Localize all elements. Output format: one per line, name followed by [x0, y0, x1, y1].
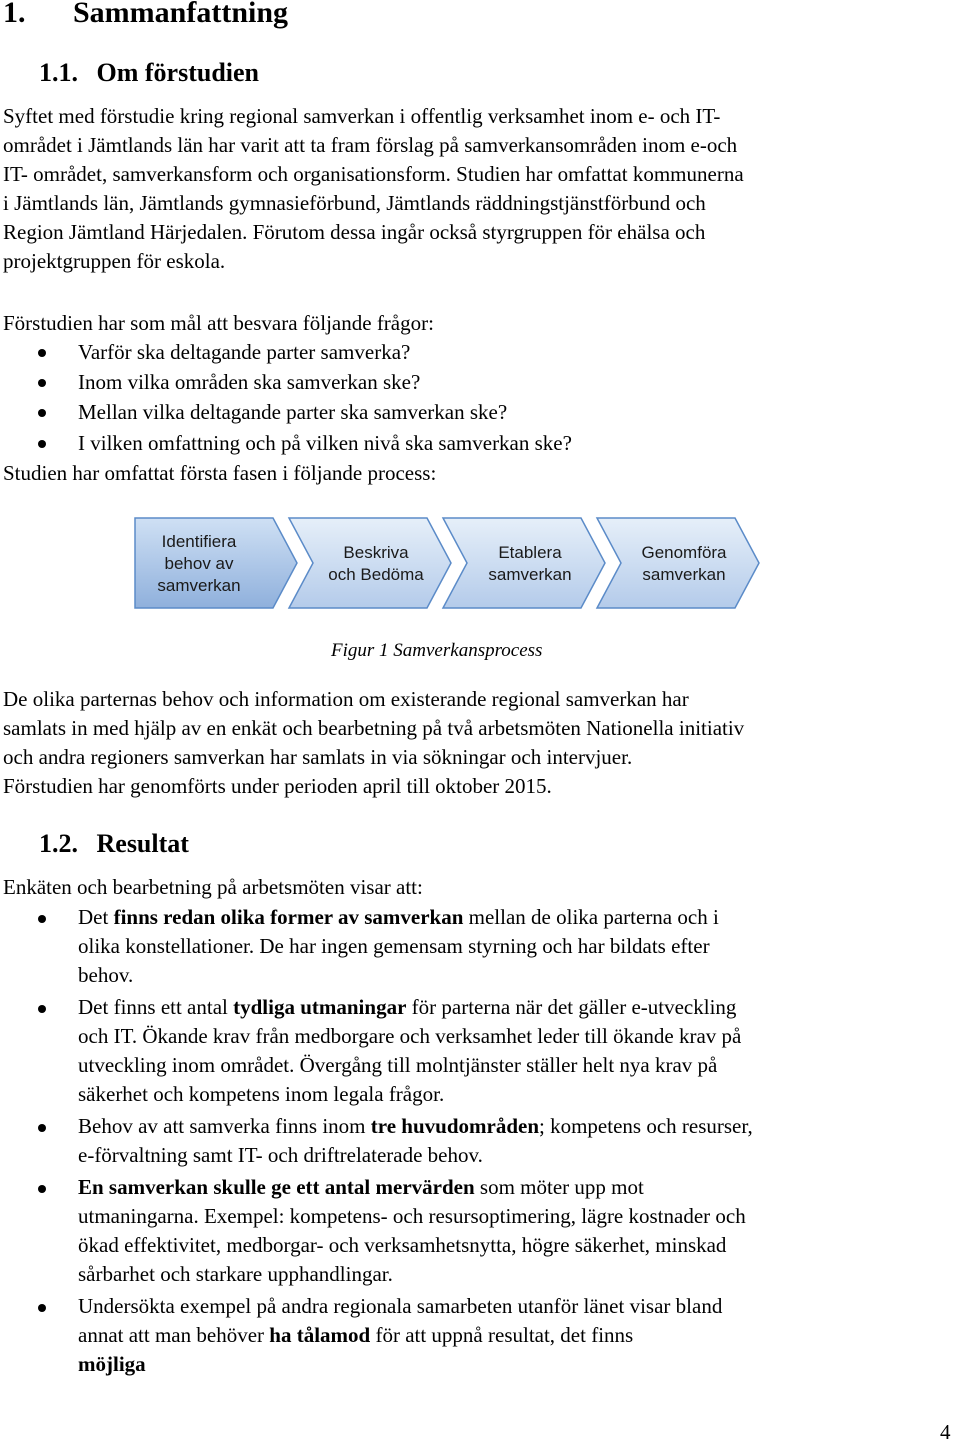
bullet-icon [38, 915, 46, 923]
intro-line: i Jämtlands län, Jämtlands gymnasieförbund, Jämtlands räddningstjänstförbund och [3, 191, 706, 215]
bullet-icon [38, 1124, 46, 1132]
intro-line: Region Jämtland Härjedalen. Förutom dessa ingår också styrgruppen för ehälsa och [3, 220, 706, 244]
question-item: Mellan vilka deltagande parter ska samverkan ske? [78, 400, 508, 424]
result-line [78, 932, 710, 961]
method-line: samlats in med hjälp av en enkät och bearbetning på två arbetsmöten Nationella initiativ [3, 716, 745, 740]
result-text: Behov av att samverka finns inom [78, 1114, 371, 1138]
result-emphasis: En samverkan skulle ge ett antal mervärden [78, 1175, 475, 1199]
result-emphasis: ha tålamod [269, 1323, 371, 1347]
result-line [78, 1231, 726, 1260]
question-item: I vilken omfattning och på vilken nivå ska samverkan ske? [78, 431, 572, 455]
heading-1 [3, 0, 288, 30]
heading-1-2 [39, 829, 189, 859]
result-text: Det finns ett antal [78, 995, 234, 1019]
result-line [78, 1141, 483, 1170]
bullet-icon [38, 440, 46, 448]
process-diagram [132, 515, 768, 611]
result-text: sårbarhet och starkare upphandlingar. [78, 1262, 393, 1286]
result-line [78, 993, 736, 1022]
process-step-shape [443, 518, 605, 608]
process-step-label: samverkan [488, 565, 572, 584]
bullet-icon [38, 349, 46, 357]
result-text: som möter upp mot [474, 1175, 644, 1199]
result-emphasis: finns redan olika former av samverkan [113, 905, 464, 929]
process-step-label: samverkan [157, 576, 241, 595]
result-text: annat att man behöver [78, 1323, 270, 1347]
result-text: utveckling inom området. Övergång till molntjänster ställer helt nya krav på [78, 1053, 718, 1077]
result-line [78, 903, 719, 932]
result-line [78, 1350, 146, 1379]
result-text: för parterna när det gäller e-utveckling [406, 995, 737, 1019]
result-line [78, 1260, 393, 1289]
process-step-label: Beskriva [343, 543, 409, 562]
bullet-icon [38, 1005, 46, 1013]
question-item: Varför ska deltagande parter samverka? [78, 340, 411, 364]
result-text: mellan de olika parterna och i [463, 905, 719, 929]
process-step-shape [597, 518, 759, 608]
heading-1-1-number: 1.1. [39, 58, 78, 87]
process-intro: Studien har omfattat första fasen i följande process: [3, 461, 437, 485]
result-text: och IT. Ökande krav från medborgare och verksamhet leder till ökande krav på [78, 1024, 742, 1048]
bullet-icon [38, 1304, 46, 1312]
method-line: och andra regioners samverkan har samlats in via sökningar och intervjuer. [3, 745, 633, 769]
result-text: olika konstellationer. De har ingen gemensam styrning och har bildats efter [78, 934, 710, 958]
questions-intro: Förstudien har som mål att besvara följande frågor: [3, 311, 434, 335]
question-item: Inom vilka områden ska samverkan ske? [78, 370, 421, 394]
result-text: ; kompetens och resurser, [539, 1114, 753, 1138]
page-number: 4 [940, 1420, 951, 1444]
intro-line: området i Jämtlands län har varit att ta fram förslag på samverkansområden inom e-och [3, 133, 738, 157]
result-line [78, 1112, 753, 1141]
process-step-shape [289, 518, 451, 608]
result-text: utmaningarna. Exempel: kompetens- och resursoptimering, lägre kostnader och [78, 1204, 746, 1228]
method-paragraph [3, 685, 744, 801]
result-text: e-förvaltning samt IT- och driftrelaterade behov. [78, 1143, 483, 1167]
result-text: behov. [78, 963, 134, 987]
heading-1-number: 1. [3, 0, 26, 29]
intro-line: IT- området, samverkansform och organisationsform. Studien har omfattat kommunerna [3, 162, 744, 186]
result-text: Det [78, 905, 114, 929]
figure-caption: Figur 1 Samverkansprocess [331, 640, 543, 661]
process-step-label: och Bedöma [328, 565, 424, 584]
result-line [78, 1321, 633, 1350]
process-step-label: Etablera [498, 543, 562, 562]
intro-line: Syftet med förstudie kring regional samverkan i offentlig verksamhet inom e- och IT- [3, 104, 721, 128]
result-line [78, 1022, 741, 1051]
result-line [78, 1080, 444, 1109]
result-text: säkerhet och kompetens inom legala frågor. [78, 1082, 445, 1106]
method-line: Förstudien har genomförts under perioden april till oktober 2015. [3, 774, 552, 798]
intro-line: projektgruppen för eskola. [3, 249, 226, 273]
result-text: för att uppnå resultat, det finns [370, 1323, 634, 1347]
heading-1-1-title: Om förstudien [96, 58, 259, 87]
result-text: ökad effektivitet, medborgar- och verksamhetsnytta, högre säkerhet, minskad [78, 1233, 727, 1257]
process-step-label: samverkan [642, 565, 726, 584]
result-emphasis: tydliga utmaningar [233, 995, 407, 1019]
result-emphasis: tre huvudområden [370, 1114, 539, 1138]
method-line: De olika parternas behov och information om existerande regional samverkan har [3, 687, 689, 711]
bullet-icon [38, 379, 46, 387]
result-line [78, 1173, 644, 1202]
heading-1-2-number: 1.2. [39, 829, 78, 858]
process-step-label: Genomföra [641, 543, 727, 562]
bullet-icon [38, 409, 46, 417]
result-line [78, 961, 133, 990]
heading-1-2-title: Resultat [96, 829, 189, 858]
heading-1-1 [39, 58, 259, 88]
bullet-icon [38, 1185, 46, 1193]
result-line [78, 1202, 746, 1231]
result-line [78, 1292, 722, 1321]
process-step-label: Identifiera [161, 532, 237, 551]
intro-paragraph [3, 102, 744, 276]
result-text: Undersökta exempel på andra regionala samarbeten utanför länet visar bland [78, 1294, 723, 1318]
heading-1-title: Sammanfattning [73, 0, 289, 29]
result-line [78, 1051, 717, 1080]
process-step-label: behov av [164, 554, 234, 573]
results-intro: Enkäten och bearbetning på arbetsmöten visar att: [3, 875, 423, 899]
result-emphasis: möjliga [78, 1352, 146, 1376]
